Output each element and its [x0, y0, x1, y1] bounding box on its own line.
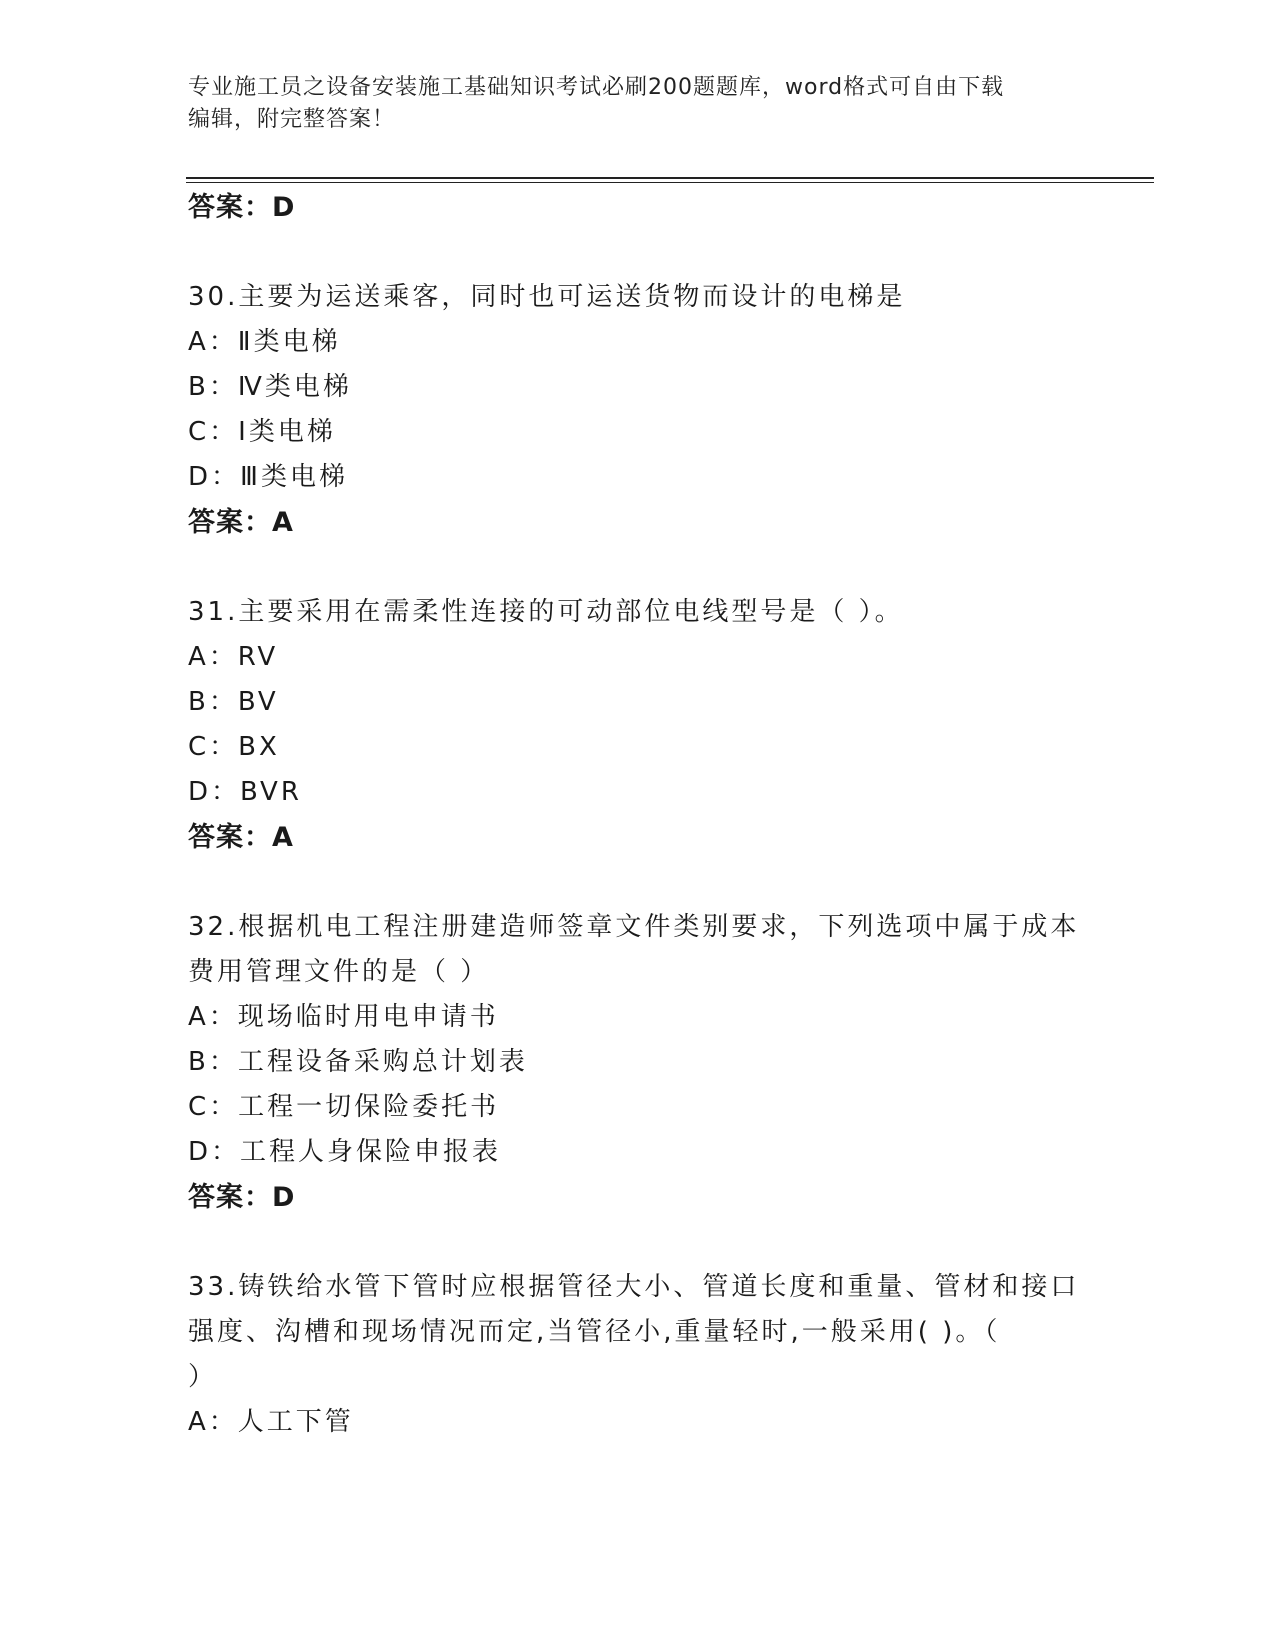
spacer	[188, 1220, 1148, 1265]
option-a: A：人工下管	[188, 1407, 354, 1437]
option-a: A：现场临时用电申请书	[188, 1002, 499, 1032]
option-c: C：Ⅰ类电梯	[188, 417, 336, 447]
option-a: A：Ⅱ类电梯	[188, 327, 341, 357]
option-d: D：工程人身保险申报表	[188, 1137, 502, 1167]
spacer	[188, 860, 1148, 905]
question-text: 31.主要采用在需柔性连接的可动部位电线型号是（ ）。	[188, 597, 904, 627]
option-a: A：RV	[188, 642, 279, 672]
spacer	[188, 545, 1148, 590]
question-text-line2: 强度、沟槽和现场情况而定,当管径小,重量轻时,一般采用( )。（	[188, 1317, 1001, 1347]
option-d: D：BVR	[188, 777, 302, 807]
option-c: C：工程一切保险委托书	[188, 1092, 500, 1122]
header-title-line2: 编辑，附完整答案！	[188, 107, 396, 132]
question-31	[188, 590, 1148, 860]
question-33	[188, 1265, 1148, 1445]
question-text-line2: 费用管理文件的是（ ）	[188, 957, 490, 987]
question-text-line1: 33.铸铁给水管下管时应根据管径大小、管道长度和重量、管材和接口	[188, 1272, 1080, 1302]
option-b: B：BV	[188, 687, 279, 717]
question-text-line1: 32.根据机电工程注册建造师签章文件类别要求，下列选项中属于成本	[188, 912, 1080, 942]
answer-label: 答案：A	[188, 822, 294, 853]
answer-label: 答案：D	[188, 1182, 296, 1213]
question-32	[188, 905, 1148, 1220]
question-text-line3: ）	[188, 1362, 218, 1392]
previous-answer: 答案：D	[188, 192, 296, 223]
question-text: 30.主要为运送乘客，同时也可运送货物而设计的电梯是	[188, 282, 906, 312]
header-title-line1: 专业施工员之设备安装施工基础知识考试必刷200题题库，word格式可自由下载	[188, 75, 1005, 100]
option-b: B：Ⅳ类电梯	[188, 372, 352, 402]
option-c: C：BX	[188, 732, 280, 762]
option-d: D：Ⅲ类电梯	[188, 462, 348, 492]
option-b: B：工程设备采购总计划表	[188, 1047, 528, 1077]
question-30	[188, 275, 1148, 545]
spacer	[188, 230, 1148, 275]
header-divider	[186, 177, 1154, 183]
answer-label: 答案：A	[188, 507, 294, 538]
document-header	[188, 72, 1068, 136]
question-list	[188, 185, 1148, 1445]
